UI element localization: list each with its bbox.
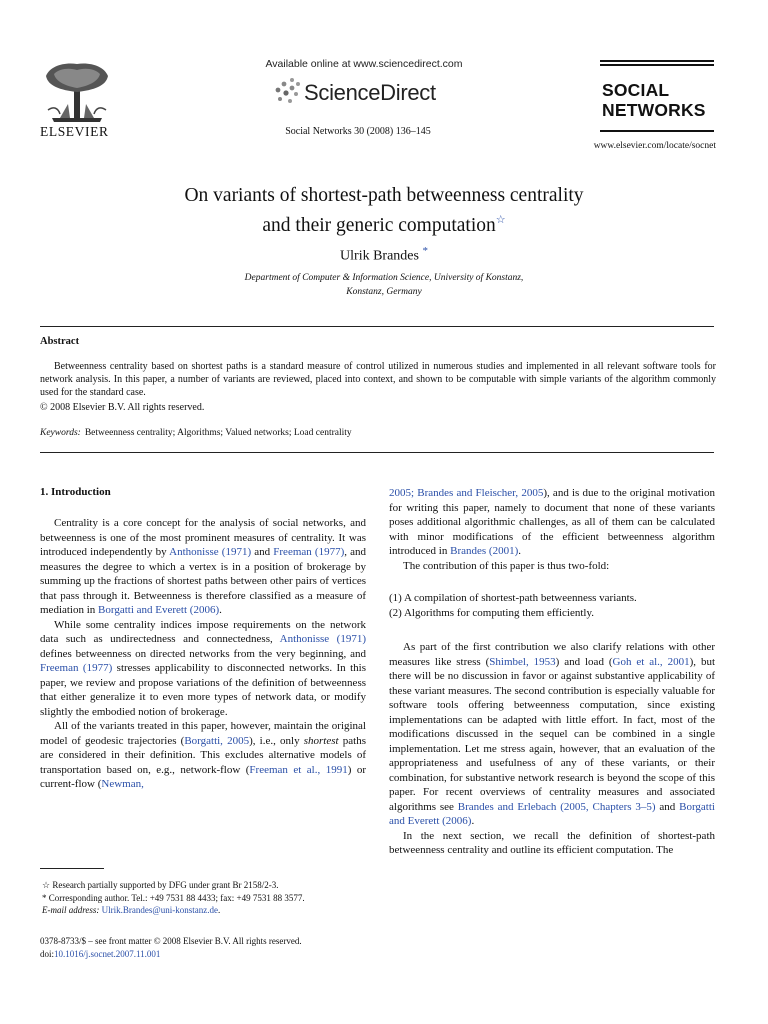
sciencedirect-dots-icon bbox=[272, 76, 302, 106]
footnote-rule bbox=[40, 868, 104, 869]
body-column-left bbox=[40, 516, 366, 792]
footnote-funding: ☆ Research partially supported by DFG under grant Br 2158/2-3. bbox=[42, 880, 279, 890]
abstract-copyright: © 2008 Elsevier B.V. All rights reserved. bbox=[40, 402, 205, 413]
paragraph: All of the variants treated in this paper, however, maintain the original model of geodesic trajectories (Borgatti, 2005), i.e., only shortest paths are considered in their definition. This excludes alternative models of transportation based on, e.g., network-flow (Freeman et al., 1991) or current-flow (Newman, bbox=[40, 720, 366, 790]
affiliation bbox=[0, 271, 768, 299]
front-matter bbox=[40, 935, 302, 960]
journal-name-line1: SOCIAL bbox=[602, 80, 670, 100]
doi-line bbox=[40, 948, 302, 961]
citation-link[interactable]: Borgatti and Everett (2006) bbox=[389, 800, 715, 827]
author-line bbox=[0, 245, 768, 265]
citation-link[interactable]: Freeman (1977) bbox=[40, 662, 113, 674]
publisher-name: ELSEVIER bbox=[40, 124, 109, 139]
sciencedirect-logo[interactable] bbox=[272, 76, 472, 106]
citation-link[interactable]: Anthonisse (1971) bbox=[169, 546, 252, 558]
paragraph: 2005; Brandes and Fleischer, 2005), and is due to the original motivation for writing this paper, namely to document that none of these variants poses additional algorithmic challenges, as all of them can be calculated with minor modifications of the efficient betweenness algorithm introduced in Brandes (2001). bbox=[389, 487, 715, 557]
citation-link[interactable]: Brandes and Erlebach (2005, Chapters 3–5) bbox=[457, 800, 656, 813]
front-matter-text: 0378-8733/$ – see front matter © 2008 Elsevier B.V. All rights reserved. bbox=[40, 936, 302, 946]
citation-link[interactable]: Borgatti and Everett (2006) bbox=[98, 604, 220, 616]
title-line2: and their generic computation bbox=[262, 215, 496, 236]
footnote-email: E-mail address: Ulrik.Brandes@uni-konstanz.de. bbox=[42, 905, 221, 915]
citation-link[interactable]: Borgatti, 2005 bbox=[184, 734, 250, 747]
emphasis: shortest bbox=[303, 734, 339, 747]
citation-link[interactable]: Goh et al., 2001 bbox=[612, 655, 690, 668]
section-heading: 1. Introduction bbox=[40, 486, 111, 498]
abstract-body: Betweenness centrality based on shortest paths is a standard measure of control utilized in numerous studies and implemented in all relevant software tools for network analysis. In this paper, a number of variants are reviewed, placed into context, and shown to be computable with simple variants of the algorithm commonly used for the standard case. bbox=[40, 361, 716, 398]
journal-reference: Social Networks 30 (2008) 136–145 bbox=[285, 126, 431, 137]
journal-url[interactable]: www.elsevier.com/locate/socnet bbox=[593, 141, 716, 151]
citation-link[interactable]: Newman, bbox=[101, 778, 144, 790]
footnotes bbox=[40, 879, 370, 917]
paragraph: In the next section, we recall the definition of shortest-path betweenness centrality and outline its efficient computation. The bbox=[389, 829, 715, 856]
email-link[interactable]: Ulrik.Brandes@uni-konstanz.de bbox=[101, 905, 218, 915]
paragraph: As part of the first contribution we also clarify relations with other measures like stress (Shimbel, 1953) and load (Goh et al., 2001), but there will be no discussion in favor or against substantive applicability of these variant measures. The second contribution is especially valuable for software tools offering betweenness computation, since existing implementations can be adapted with little effort. In fact, most of the modifications discussed in the sequel can be combined in a single implementation. Let me stress again, however, that an evaluation of the appropriateness and usefulness of any of these variants, or their combination, for substantive network research is beyond the scope of this paper. For recent overviews of centrality measures and associated algorithms see Brandes and Erlebach (2005, Chapters 3–5) and Borgatti and Everett (2006). bbox=[389, 641, 715, 827]
divider bbox=[40, 452, 714, 453]
keywords-list: Betweenness centrality; Algorithms; Valued networks; Load centrality bbox=[84, 428, 352, 438]
citation-link[interactable]: Anthonisse (1971) bbox=[279, 633, 366, 645]
citation-link[interactable]: 2005; Brandes and Fleischer, 2005 bbox=[389, 487, 544, 499]
doi-link[interactable]: 10.1016/j.socnet.2007.11.001 bbox=[54, 948, 161, 959]
paragraph: While some centrality indices impose requirements on the network data such as undirectedness and connectedness, Anthonisse (1971) defines betweenness on directed networks from the very beginning, and Freeman (1977) stresses applicability to disconnected networks. In this paper, we review and propose variations of the definition of betweenness that either generalize it to even more types of network data, or modify slightly the embodied notion of brokerage. bbox=[40, 618, 367, 718]
footnote-corresponding: * Corresponding author. Tel.: +49 7531 88 4433; fax: +49 7531 88 3577. bbox=[42, 892, 305, 903]
article-title bbox=[0, 183, 768, 238]
journal-rule bbox=[600, 60, 714, 62]
list-item: (1) A compilation of shortest-path betweenness variants. bbox=[389, 592, 637, 604]
sciencedirect-wordmark: ScienceDirect bbox=[304, 80, 436, 105]
body-column-right bbox=[389, 486, 715, 858]
divider bbox=[40, 326, 714, 327]
keywords bbox=[40, 428, 352, 438]
citation-link[interactable]: Brandes (2001) bbox=[450, 545, 519, 557]
citation-link[interactable]: Freeman et al., 1991 bbox=[249, 763, 348, 776]
journal-name bbox=[602, 80, 706, 120]
keywords-label: Keywords: bbox=[40, 428, 81, 438]
paragraph: Centrality is a core concept for the analysis of social networks, and betweenness is one of the most prominent measures of centrality. It was introduced independently by Anthonisse (1971) and Freeman (1977), and measures the degree to which a vertex is in a position of brokerage by summing up the fractions of shortest paths between other pairs of vertices that pass through it. Betweenness is therefore classified as a measure of mediation in Borgatti and Everett (2006). bbox=[40, 517, 367, 616]
journal-rule bbox=[600, 130, 714, 132]
journal-rule bbox=[600, 64, 714, 66]
author-footnote-mark[interactable]: * bbox=[422, 245, 428, 257]
abstract-heading: Abstract bbox=[40, 336, 80, 347]
doi-label: doi: bbox=[40, 948, 55, 959]
journal-name-line2: NETWORKS bbox=[602, 100, 706, 120]
author-name: Ulrik Brandes bbox=[340, 248, 419, 264]
title-line1: On variants of shortest-path betweenness centrality bbox=[184, 185, 584, 206]
title-footnote-mark[interactable]: ☆ bbox=[495, 214, 506, 226]
contribution-list bbox=[389, 591, 715, 620]
available-online-text: Available online at www.sciencedirect.com bbox=[265, 58, 463, 70]
citation-link[interactable]: Shimbel, 1953 bbox=[489, 655, 556, 668]
citation-link[interactable]: Freeman (1977) bbox=[273, 546, 345, 558]
list-item: (2) Algorithms for computing them efficiently. bbox=[389, 606, 594, 619]
email-label: E-mail address: bbox=[42, 905, 102, 915]
paragraph: The contribution of this paper is thus two-fold: bbox=[403, 559, 610, 572]
affiliation-line2: Konstanz, Germany bbox=[346, 287, 422, 297]
affiliation-line1: Department of Computer & Information Science, University of Konstanz, bbox=[244, 273, 524, 283]
